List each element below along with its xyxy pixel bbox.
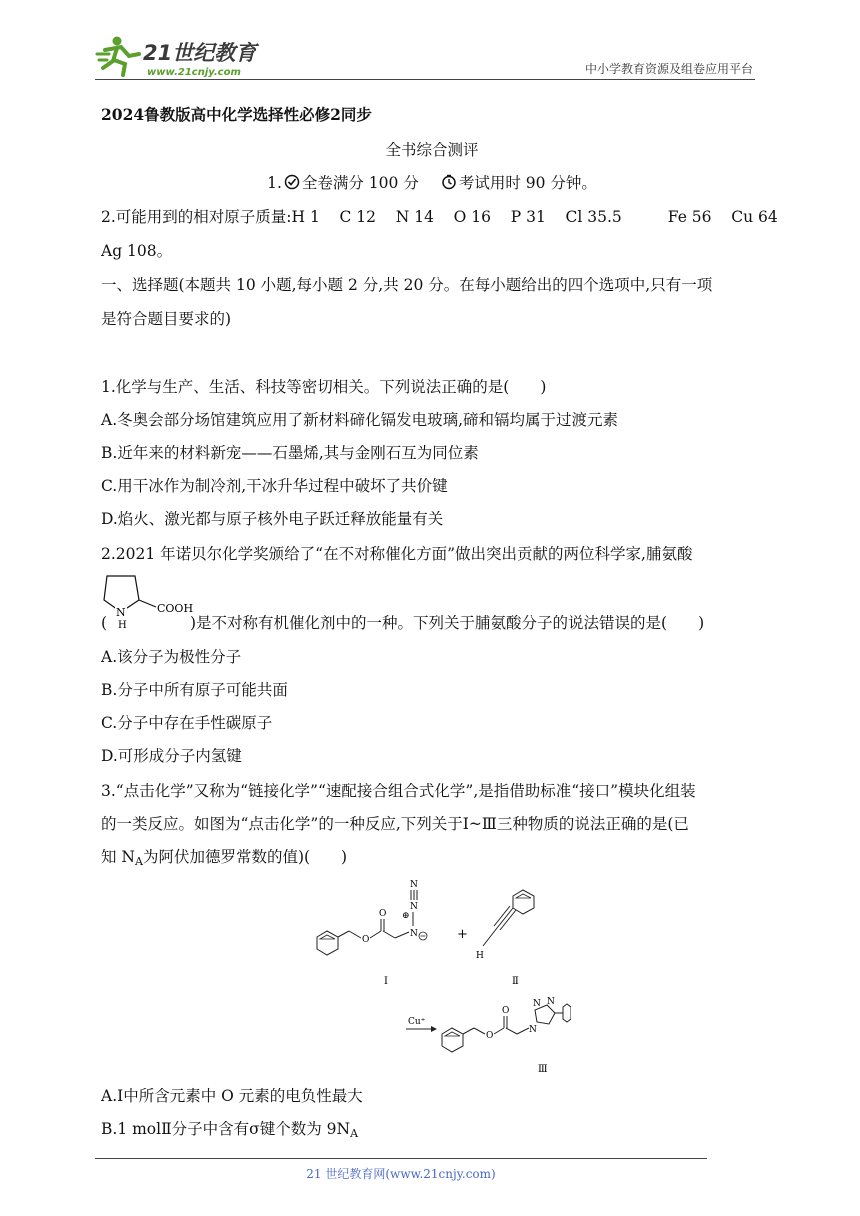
- svg-text:N: N: [410, 880, 418, 890]
- proline-structure: [101, 570, 201, 630]
- runner-icon: [97, 37, 139, 76]
- svg-text:H: H: [476, 951, 484, 961]
- section-heading: 一、选择题(本题共 10 小题,每小题 2 分,共 20 分。在每小题给出的四个选项中,只有一项: [101, 276, 713, 294]
- label-compound-i: Ⅰ: [384, 976, 388, 987]
- question-1-option-a: A.冬奥会部分场馆建筑应用了新材料碲化镉发电玻璃,碲和镉均属于过渡元素: [101, 411, 619, 429]
- question-3-option-b: B.1 molⅡ分子中含有σ键个数为 $9N_A$: [101, 1120, 359, 1140]
- svg-text:N: N: [533, 999, 541, 1009]
- question-2-stem-1: 2.2021 年诺贝尔化学奖颁给了“在不对称催化方面”做出突出贡献的两位科学家,脯氨酸: [101, 545, 693, 563]
- proline-cooh-label: COOH: [157, 602, 194, 615]
- question-1-option-d: D.焰火、激光都与原子核外电子跃迁释放能量有关: [101, 510, 444, 528]
- exam-note-1: [101, 172, 763, 194]
- label-compound-iii: Ⅲ: [538, 1064, 548, 1075]
- svg-text:O: O: [379, 909, 387, 919]
- question-1-stem: 1.化学与生产、生活、科技等密切相关。下列说法正确的是( ): [101, 378, 547, 396]
- question-1-option-b: B.近年来的材料新宠——石墨烯,其与金刚石互为同位素: [101, 444, 479, 462]
- question-3-stem-1: 3.“点击化学”又称为“链接化学”“速配接合组合式化学”,是指借助标准“接口”模块化组装: [101, 782, 696, 800]
- label-compound-ii: Ⅱ: [512, 976, 519, 987]
- header-divider: [95, 79, 755, 80]
- question-2-stem-2: )是不对称有机催化剂中的一种。下列关于脯氨酸分子的说法错误的是( ): [190, 614, 705, 632]
- question-3-stem-3: 知 $N_A$为阿伏加德罗常数的值)( ): [101, 848, 348, 868]
- platform-name: 中小学教育资源及组卷应用平台: [584, 62, 753, 76]
- question-3-option-a: A.Ⅰ中所含元素中 O 元素的电负性最大: [101, 1087, 363, 1105]
- question-2-paren-open: (: [101, 614, 108, 632]
- click-reaction-diagram: [301, 876, 571, 1076]
- svg-text:+: +: [457, 927, 468, 942]
- page-header: [95, 30, 755, 80]
- svg-text:O: O: [362, 935, 370, 945]
- question-3-stem-2: 的一类反应。如图为“点击化学”的一种反应,下列关于Ⅰ~Ⅲ三种物质的说法正确的是(已: [101, 815, 689, 833]
- svg-text:N: N: [547, 997, 555, 1007]
- question-2-option-d: D.可形成分子内氢键: [101, 747, 242, 765]
- exam-time: 考试用时 90 分钟。: [458, 174, 597, 192]
- check-clock-icon: [284, 174, 300, 190]
- svg-text:⊕: ⊕: [402, 911, 410, 921]
- document-title: 2024鲁教版高中化学选择性必修2同步: [101, 105, 372, 124]
- atomic-masses-2: Fe 56 Cu 64: [667, 208, 778, 226]
- timer-icon: [441, 174, 457, 190]
- section-heading-cont: 是符合题目要求的): [101, 310, 232, 328]
- svg-text:N: N: [410, 902, 418, 912]
- svg-text:N: N: [410, 929, 418, 939]
- question-1-option-c: C.用干冰作为制冷剂,干冰升华过程中破坏了共价键: [101, 477, 448, 495]
- logo-text: 21世纪教育: [143, 41, 257, 65]
- svg-text:N: N: [529, 1025, 537, 1035]
- logo-url: www.21cnjy.com: [147, 67, 241, 78]
- note-number: 1.: [267, 174, 282, 192]
- atomic-masses-3: Ag 108。: [101, 242, 173, 260]
- site-logo: [95, 34, 285, 80]
- proline-n-label: N: [116, 606, 126, 619]
- svg-text:O: O: [502, 1006, 510, 1016]
- question-2-option-c: C.分子中存在手性碳原子: [101, 714, 273, 732]
- catalyst-label: Cu⁺: [408, 1017, 426, 1027]
- question-2-option-b: B.分子中所有原子可能共面: [101, 681, 288, 699]
- proline-h-label: H: [118, 620, 127, 630]
- document-subtitle: 全书综合测评: [385, 141, 479, 159]
- footer-text[interactable]: 21 世纪教育网(www.21cnjy.com): [306, 1167, 496, 1181]
- full-score: 全卷满分 100 分: [301, 174, 419, 192]
- exam-note-2: [101, 206, 778, 228]
- atomic-masses: 2.可能用到的相对原子质量:H 1 C 12 N 14 O 16 P 31 Cl 35.5: [101, 208, 622, 226]
- question-2-option-a: A.该分子为极性分子: [101, 648, 242, 666]
- footer-divider: [95, 1158, 707, 1159]
- svg-text:O: O: [486, 1031, 494, 1041]
